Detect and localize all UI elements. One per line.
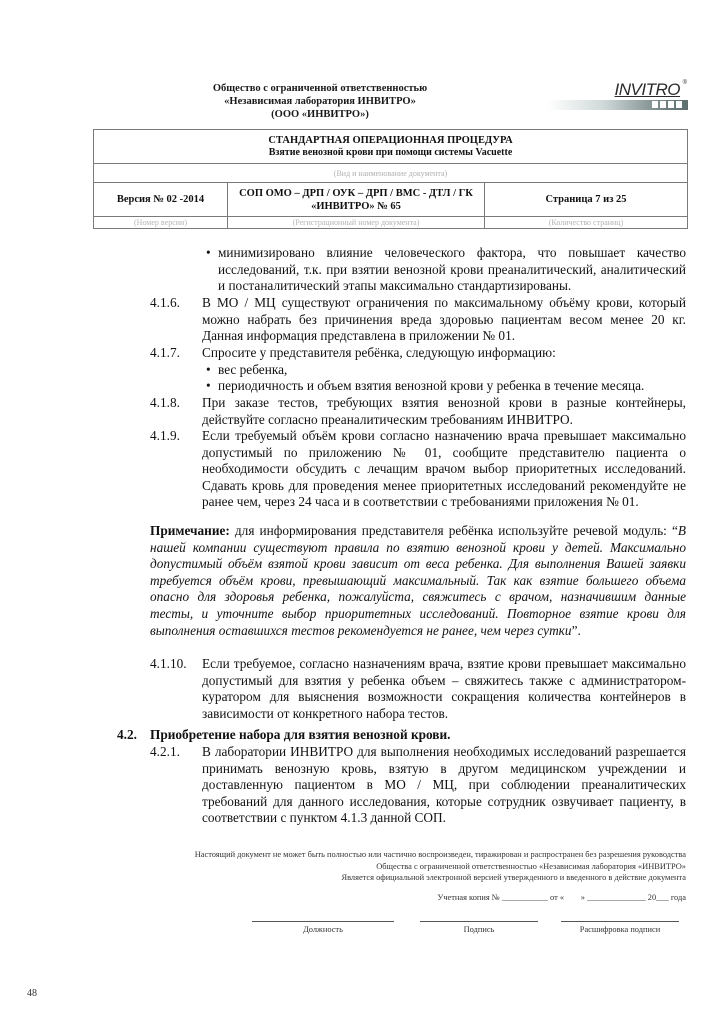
signature-label: Подпись: [463, 925, 495, 934]
position-label: Должность: [303, 925, 343, 934]
item-text: При заказе тестов, требующих взятия венозной крови в разные контейнеры, действуйте согласно преаналитическим требованиям ИНВИТРО.: [202, 395, 686, 427]
document-type: СТАНДАРТНАЯ ОПЕРАЦИОННАЯ ПРОЦЕДУРА: [268, 134, 513, 146]
note-paragraph: [150, 523, 686, 639]
copyright-notice: [100, 849, 686, 884]
page-count-cell: Страница 7 из 25: [485, 183, 688, 217]
item-text: Спросите у представителя ребёнка, следующую информацию:: [202, 345, 556, 360]
notice-line-1: Настоящий документ не может быть полностью или частично воспроизведен, тиражирован и распространен без разрешения руководства: [194, 850, 686, 859]
section-title: Приобретение набора для взятия венозной крови.: [150, 727, 451, 742]
position-signature-line: [252, 921, 394, 922]
item-number: 4.1.10.: [150, 656, 187, 671]
reg-number-cell: [228, 183, 485, 217]
item-text: В МО / МЦ существуют ограничения по максимальному объёму крови, который можно набрать без причинения вреда здоровью пациентам весом менее 20 кг. Данная информация представлена в приложении № 01.: [202, 295, 686, 344]
item-text: Если требуемое, согласно назначениям врача, взятие крови превышает максимально допустимый для взятия у ребенка объем – свяжитесь также с администратором-куратором для выяснения возможности сокращения количества контейнеров в зависимости от конкретного набора тестов.: [202, 656, 686, 721]
document-caption: (Вид и наименование документа): [94, 164, 688, 183]
section-number: 4.2.: [117, 727, 137, 742]
note-quote: В нашей компании существуют правила по взятию венозной крови у детей. Максимально допустимый объём взятой крови зависит от веса ребенка. Для выполнения Вашей заявки требуется объём крови, превышающий максимальный. Так как взятие большего объема опасно для здоровья ребенка, пожалуйста, свяжитесь с врачом, назначившим данные тесты, и уточните выбор приоритетных исследований. Повторное взятие крови для выполнения оставшихся тестов рекомендуется не ранее, чем через сутки: [150, 523, 686, 638]
pages-caption: (Количество страниц): [485, 217, 688, 229]
page-number: 48: [27, 988, 37, 999]
bullet-icon: •: [206, 362, 211, 377]
note-intro: для информирования представителя ребёнка используйте речевой модуль: “: [229, 523, 678, 538]
note-end: ”.: [571, 622, 581, 638]
signature-decode-label: Расшифровка подписи: [579, 925, 661, 934]
document-name: Взятие венозной крови при помощи системы Vacuette: [268, 146, 513, 158]
item-number: 4.1.7.: [150, 345, 180, 360]
signature-line: [420, 921, 538, 922]
notice-line-2: Общества с ограниченной ответственностью «Независимая лаборатория «ИНВИТРО»: [376, 861, 686, 871]
document-header-table: [93, 129, 688, 229]
item-text: В лаборатории ИНВИТРО для выполнения необходимых исследований разрешается принимать венозную кровь, взятую в другом медицинском учреждении и доставленную пациентом в МО / МЦ, при соблюдении преаналитических требований для данного исследования, которые сотрудник озвучивает пациенту, в соответствии с пунктом 4.1.3 данной СОП.: [202, 744, 686, 826]
item-text: Если требуемый объём крови согласно назначению врача превышает максимально допустимый по приложению № 01, сообщите представителю пациента о необходимости обсудить с лечащим врачом выбор приоритетных исследований. Сдавать кровь для проведения менее приоритетных исследований рекомендуйте не ранее чем, через 24 часа и в соответствии с требованиями приложения № 01.: [202, 428, 686, 510]
reg-number-line-2: «ИНВИТРО» № 65: [311, 200, 401, 212]
bullet-icon: •: [206, 245, 211, 260]
accounting-copy-line: Учетная копия № ___________ от « » ______________ 20___ года: [437, 893, 686, 902]
org-line-3: (ООО «ИНВИТРО»): [271, 109, 369, 120]
org-line-1: Общество с ограниченной ответственностью: [212, 83, 428, 94]
bullet-icon: •: [206, 378, 211, 393]
list-item: минимизировано влияние человеческого фактора, что повышает качество исследований, т.к. при взятии венозной крови преаналитический, аналитический и постаналитический этапы максимально стандартизированы.: [218, 245, 686, 294]
note-label: Примечание:: [150, 523, 230, 538]
organization-name: [180, 82, 460, 121]
list-item: вес ребенка,: [218, 362, 288, 377]
item-number: 4.2.1.: [150, 744, 180, 759]
invitro-logo: [548, 80, 688, 110]
version-cell: Версия № 02 -2014: [94, 183, 228, 217]
org-line-2: «Независимая лаборатория ИНВИТРО»: [224, 96, 416, 107]
item-number: 4.1.8.: [150, 395, 180, 410]
list-item: периодичность и объем взятия венозной крови у ребенка в течение месяца.: [218, 378, 645, 393]
reg-number-caption: (Регистрационный номер документа): [228, 217, 485, 229]
document-title-cell: [94, 130, 688, 164]
reg-number-line-1: СОП ОМО – ДРП / ОУК – ДРП / ВМС - ДТЛ / ГК: [239, 187, 473, 199]
logo-text: INVITRO: [614, 80, 680, 99]
logo-squares-icon: [652, 101, 682, 108]
notice-line-3: Является официальной электронной версией утвержденного и введенного в действие документа: [341, 873, 686, 882]
registered-icon: ®: [682, 80, 687, 86]
decode-signature-line: [561, 921, 679, 922]
version-caption: (Номер версии): [94, 217, 228, 229]
item-number: 4.1.9.: [150, 428, 180, 443]
item-number: 4.1.6.: [150, 295, 180, 310]
